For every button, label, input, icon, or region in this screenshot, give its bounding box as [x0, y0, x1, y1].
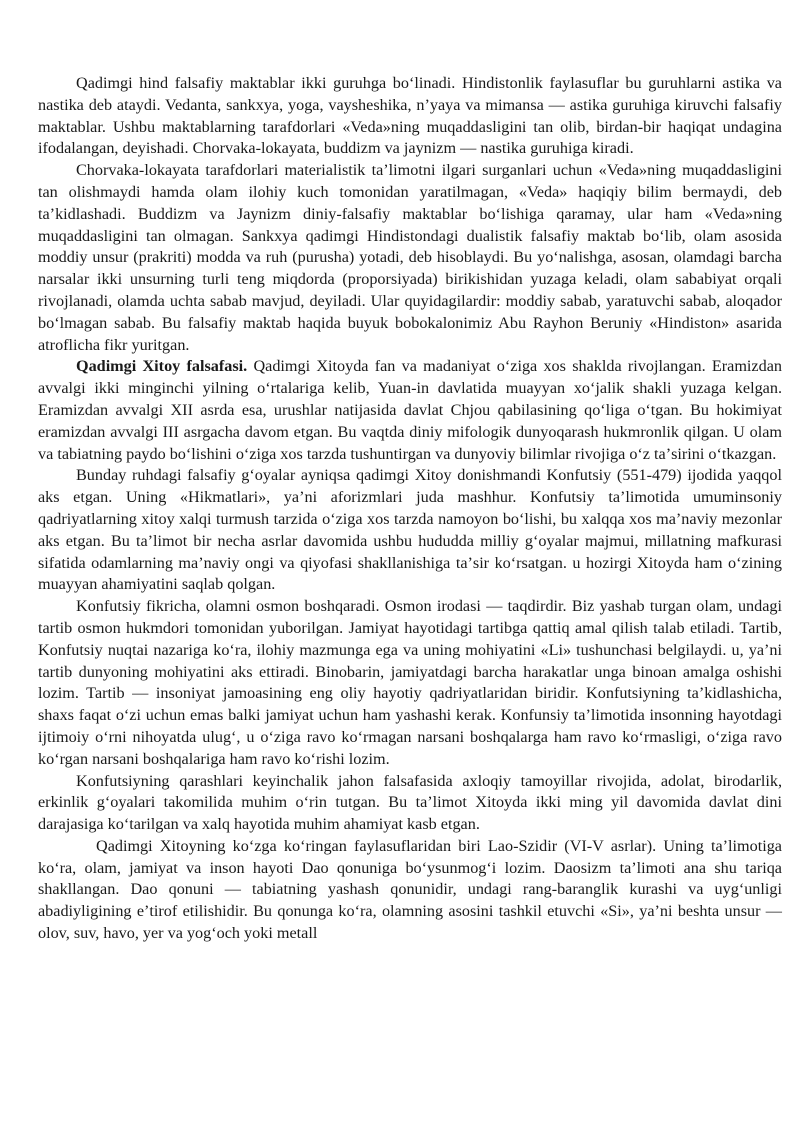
- paragraph-confucius-ideas: [38, 465, 782, 596]
- document-page: [38, 73, 782, 945]
- paragraph-text: Qadimgi hind falsafiy maktablar ikki guruhga boʻlinadi. Hindistonlik faylasuflar bu guruhlarni astika va nastika deb ataydi. Vedanta, sankxya, yoga, vaysheshika, nʼyaya va mimansa — astika guruhiga kiruvchi falsafiy maktablar. Ushbu maktablarning tarafdorlari «Veda»ning muqaddasligini tan olib, birdan-bir haqiqat undagina ifodalangan, deyishadi. Chorvaka-lokayata, buddizm va jaynizm — nastika guruhiga kiradi.: [38, 74, 782, 158]
- paragraph-confucius-legacy: [38, 771, 782, 836]
- paragraph-text: Konfutsiyning qarashlari keyinchalik jahon falsafasida axloqiy tamoyillar rivojida, adolat, birodarlik, erkinlik gʻoyalari takomilida muhim oʻrin tutgan. Bu taʼlimot Xitoyda ikki ming yil davomida davlat dini darajasiga koʻtarilgan va xalq hayotida muhim ahamiyat kasb etgan.: [38, 771, 782, 834]
- paragraph-text: Chorvaka-lokayata tarafdorlari materialistik taʼlimotni ilgari surganlari uchun «Veda»ning muqaddasligini tan olishmaydi hamda olam ilohiy kuch tomonidan yaratilmagan, «Veda» haqiqiy bilim bermaydi, deb taʼkidlashadi. Buddizm va Jaynizm diniy-falsafiy maktablar boʻlishiga qaramay, ular ham «Veda»ning muqaddasligini tan olmagan. Sankxya qadimgi Hindistondagi dualistik falsafiy maktab boʻlib, olam asosida moddiy unsur (prakriti) modda va ruh (purusha) yotadi, deb hisoblaydi. Bu yoʻnalishga, asosan, olamdagi barcha narsalar ikki unsurning turli teng miqdorda (proporsiyada) birikishidan yuzaga keladi, olam sababiyat orqali rivojlanadi, olamda uchta sabab mavjud, deyiladi. Ular quyidagilardir: moddiy sabab, yaratuvchi sabab, aloqador boʻlmagan sabab. Bu falsafiy maktab haqida buyuk bobokalonimiz Abu Rayhon Beruniy «Hindiston» asarida atroflicha fikr yuritgan.: [38, 161, 782, 354]
- paragraph-text: Bunday ruhdagi falsafiy gʻoyalar ayniqsa qadimgi Xitoy donishmandi Konfutsiy (551-479) ijodida yaqqol aks etgan. Uning «Hikmatlari», yaʼni aforizmlari juda mashhur. Konfutsiy taʼlimotida umuminsoniy qadriyatlarning xitoy xalqi turmush tarzida oʻziga xos tarzda namoyon boʻlishi, bu xalqqa xos maʼnaviy mezonlar aks etgan. Bu taʼlimot bir necha asrlar davomida ushbu hududda milliy gʻoyalar majmui, millatning mafkurasi sifatida odamlarning maʼnaviy ongi va qiyofasi shakllanishiga taʼsir koʻrsatgan. u hozirgi Xitoyda ham oʻzining muayyan ahamiyatini saqlab qolgan.: [38, 466, 782, 594]
- paragraph-chorvaka-lokayata: [38, 160, 782, 356]
- section-heading: Qadimgi Xitoy falsafasi.: [76, 357, 248, 376]
- paragraph-text: Qadimgi Xitoyning koʻzga koʻringan faylasuflaridan biri Lao-Szidir (VI-V asrlar). Uning taʼlimotiga koʻra, olam, jamiyat va inson hayoti Dao qonuniga boʻysunmogʻi lozim. Daosizm taʼlimoti ana shu tariqa shakllangan. Dao qonuni — tabiatning yashash qonunidir, undagi rang-baranglik kurashi va uygʻunligi abadiyligining eʼtirof etilishidir. Bu qonunga koʻra, olamning asosini tashkil etuvchi «Si», yaʼni beshta unsur — olov, suv, havo, yer va yogʻoch yoki metall: [38, 836, 782, 943]
- paragraph-text: Konfutsiy fikricha, olamni osmon boshqaradi. Osmon irodasi — taqdirdir. Biz yashab turgan olam, undagi tartib osmon hukmdori tomonidan yuborilgan. Jamiyat hayotidagi tartibga qattiq amal qilish talab etiladi. Tartib, Konfutsiy nuqtai nazariga koʻra, ilohiy mazmunga ega va uning mohiyatini «Li» tushunchasi belgilaydi. u, yaʼni tartib dunyoning mohiyatini aks ettiradi. Binobarin, jamiyatdagi barcha harakatlar unga binoan amalga oshishi lozim. Tartib — insoniyat jamoasining eng oliy hayotiy qadriyatlaridan biridir. Konfutsiyning taʼkidlashicha, shaxs faqat oʻzi uchun emas balki jamiyat uchun ham yashashi kerak. Konfunsiy taʼlimotida insonning hayotdagi ijtimoiy oʻrni nihoyatda ulugʻ, u oʻziga ravo koʻrmagan narsani boshqalarga ham ravo koʻrmasligi, oʻziga ravo koʻrgan narsani boshqalariga ham ravo koʻrishi lozim.: [38, 597, 782, 768]
- paragraph-lao-tzu: [38, 836, 782, 945]
- paragraph-indian-schools: [38, 73, 782, 160]
- paragraph-confucius-heaven: [38, 596, 782, 770]
- paragraph-chinese-philosophy: [38, 356, 782, 465]
- paragraph-text: Qadimgi Xitoyda fan va madaniyat oʻziga xos shaklda rivojlangan. Eramizdan avvalgi ikki minginchi yilning oʻrtalariga kelib, Yuan-in davlatida muayyan xoʻjalik shakli yuzaga kelgan. Eramizdan avvalgi XII asrda esa, urushlar natijasida davlat Chjou qabilasining qoʻliga oʻtgan. Bu hokimiyat eramizdan avvalgi III asrgacha davom etgan. Bu vaqtda diniy mifologik dunyoqarash hukmronlik qilgan. U olam va tabiatning paydo boʻlishini oʻziga xos tarzda tushuntirgan va dunyoviy bilimlar rivojiga oʻz taʼsirini oʻtkazgan.: [38, 357, 782, 463]
